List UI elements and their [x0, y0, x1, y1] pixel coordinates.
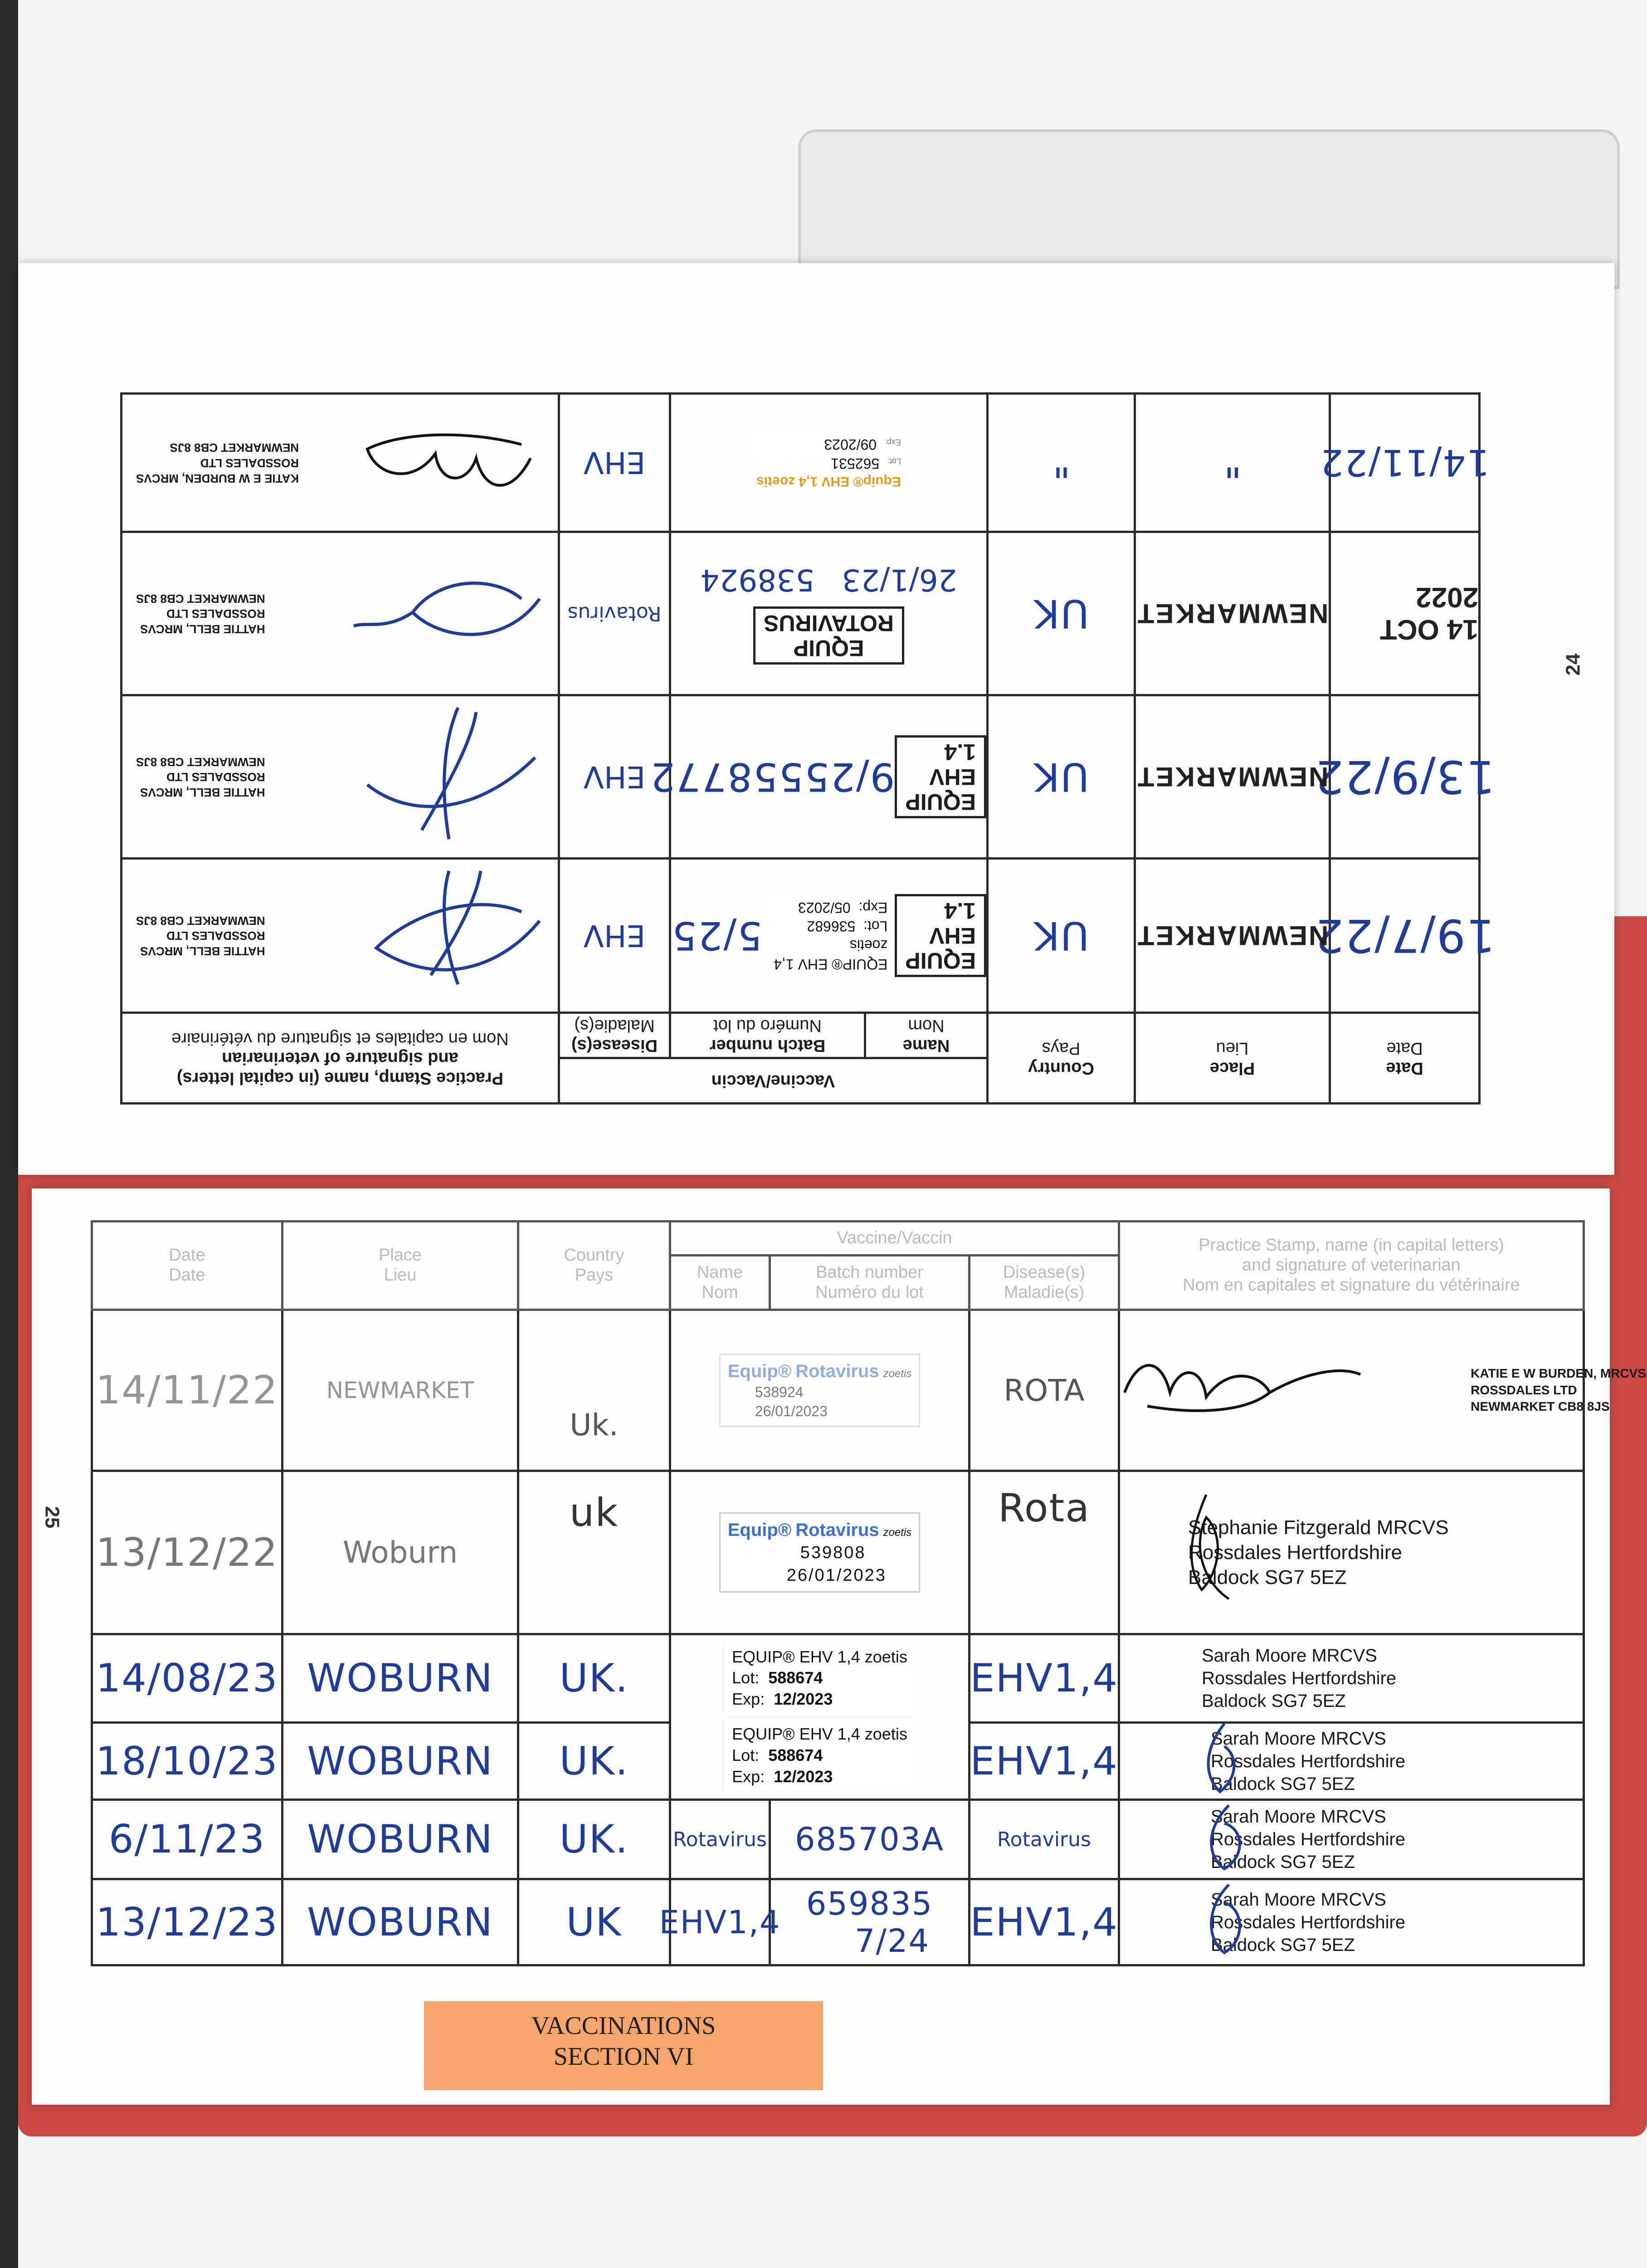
- vet-stamp: HATTIE BELL, MRCVS ROSSDALES LTD NEWMARKET CB8 8JS: [136, 755, 265, 800]
- table-row: [92, 1879, 1584, 1965]
- header-batch: Batch number Numéro du lot: [670, 1013, 865, 1058]
- disease-cell: EHV: [559, 859, 670, 1013]
- scan-edge: [0, 0, 18, 2268]
- vet-cell: [1119, 1879, 1584, 1965]
- vaccine-cell: [670, 532, 988, 695]
- vaccine-cell: [649, 695, 988, 859]
- name-cell: Rotavirus: [670, 1800, 770, 1879]
- signature: [349, 866, 549, 1002]
- signature: [1174, 1490, 1247, 1608]
- batch-cell: 659835 7/24: [770, 1879, 970, 1965]
- vaccine-label: Equip® Rotavirus zoetis 538924 26/01/2023: [719, 1354, 921, 1427]
- vet-cell: [1119, 1310, 1646, 1471]
- date-cell: 19/7/22: [1330, 859, 1480, 1013]
- vaccination-table-bottom: [91, 1220, 1646, 1966]
- page-24: [18, 263, 1614, 1175]
- header-country: Country Pays: [988, 1013, 1135, 1104]
- country-cell: ": [988, 394, 1135, 532]
- signature: [349, 703, 549, 848]
- page-24-rotated: [18, 263, 1614, 1175]
- signature: [358, 413, 540, 513]
- date-cell: 14 OCT 2022: [1330, 532, 1480, 695]
- place-cell: Woburn: [283, 1471, 518, 1634]
- header-row-1: [121, 1058, 1479, 1104]
- header-batch: Batch number Numéro du lot: [770, 1256, 970, 1310]
- header-row-1: [92, 1222, 1584, 1256]
- name-cell: EHV1,4: [670, 1879, 770, 1965]
- header-place: Place Lieu: [1135, 1013, 1330, 1104]
- place-cell: NEWMARKET: [1135, 532, 1330, 695]
- date-cell: 14/08/23: [92, 1634, 283, 1723]
- disease-cell: Rotavirus: [559, 532, 670, 695]
- page-number: 24: [1562, 653, 1584, 676]
- vet-cell: [121, 859, 559, 1013]
- place-cell: ": [1135, 394, 1330, 532]
- country-cell: UK.: [518, 1634, 670, 1723]
- table-row: [121, 532, 1479, 695]
- vet-stamp: KATIE E W BURDEN, MRCVS ROSSDALES LTD NEWMARKET CB8 8JS: [136, 441, 299, 485]
- page-25: [32, 1188, 1646, 2105]
- page-number: 25: [41, 1506, 63, 1529]
- vaccine-cell: [670, 1634, 970, 1800]
- country-cell: UK: [988, 695, 1135, 859]
- country-cell: UK.: [518, 1800, 670, 1879]
- vet-cell: [1119, 1723, 1584, 1800]
- vet-stamp: Sarah Moore MRCVS Rossdales Hertfordshire Baldock SG7 5EZ: [1211, 1807, 1406, 1872]
- vaccine-label: EQUIP® EHV 1,4 zoetis Lot: 536682 Exp: 05/2023: [762, 893, 895, 978]
- vaccine-label: Equip® EHV 1,4 zoetis Lot: 562531 Exp: 09/2023: [749, 430, 908, 495]
- date-cell: 18/10/23: [92, 1723, 283, 1800]
- header-disease: Disease(s) Maladie(s): [559, 1013, 670, 1058]
- disease-cell: EHV1,4: [970, 1723, 1119, 1800]
- disease-cell: ROTA: [970, 1310, 1119, 1471]
- header-disease: Disease(s) Maladie(s): [970, 1256, 1119, 1310]
- signature: [1111, 1338, 1365, 1429]
- vaccine-label: EQUIP® EHV 1,4 zoetis Lot: 588674 Exp: 12/2023: [725, 1719, 915, 1792]
- vet-cell: [1119, 1471, 1584, 1634]
- section-banner: [424, 2001, 823, 2090]
- banner-title: VACCINATIONS: [531, 2012, 716, 2040]
- date-cell: 14/11/22: [92, 1310, 283, 1471]
- table-row: [92, 1310, 1584, 1471]
- place-cell: WOBURN: [283, 1879, 518, 1965]
- signature: [1197, 1880, 1261, 1962]
- place-cell: WOBURN: [283, 1723, 518, 1800]
- place-cell: NEWMARKET: [1135, 695, 1330, 859]
- vaccine-label: EQUIP® EHV 1,4 zoetis Lot: 588674 Exp: 12/2023: [725, 1642, 915, 1715]
- vaccine-cell: [670, 1471, 970, 1634]
- disease-cell: EHV1,4: [970, 1634, 1119, 1723]
- country-cell: UK: [518, 1879, 670, 1965]
- disease-cell: Rotavirus: [970, 1800, 1119, 1879]
- banner-subtitle: SECTION VI: [553, 2042, 694, 2071]
- vet-stamp: HATTIE BELL, MRCVS ROSSDALES LTD NEWMARKET CB8 8JS: [136, 914, 265, 958]
- place-cell: NEWMARKET: [283, 1310, 518, 1471]
- vet-stamp: HATTIE BELL, MRCVS ROSSDALES LTD NEWMARKET CB8 8JS: [136, 591, 265, 636]
- table-row: [121, 695, 1479, 859]
- header-country: Country Pays: [518, 1222, 670, 1310]
- vet-stamp: Stephanie Fitzgerald MRCVS Rossdales Hertfordshire Baldock SG7 5EZ: [1188, 1516, 1449, 1589]
- country-cell: UK: [988, 859, 1135, 1013]
- table-row: [92, 1634, 1584, 1723]
- signature: [1197, 1801, 1261, 1878]
- header-name: Name Nom: [670, 1256, 770, 1310]
- disease-cell: EHV: [559, 394, 670, 532]
- batch-handwritten-number: 538924: [700, 562, 815, 597]
- equip-stamp: EQUIP EHV 1.4: [895, 735, 986, 818]
- table-row: [121, 394, 1479, 532]
- header-vet: Practice Stamp, name (in capital letters) and signature of veterinarian Nom en capitales et signature du vétérinaire: [121, 1013, 559, 1104]
- vet-cell: [121, 532, 559, 695]
- disease-cell: EHV1,4: [970, 1879, 1119, 1965]
- table-row: [121, 859, 1479, 1013]
- vet-cell: [1119, 1800, 1584, 1879]
- table-row: [92, 1800, 1584, 1879]
- date-cell: 6/11/23: [92, 1800, 283, 1879]
- vaccination-table-top: [120, 392, 1496, 1105]
- header-place: Place Lieu: [283, 1222, 518, 1310]
- header-name: Name Nom: [865, 1013, 988, 1058]
- signature: [1197, 1719, 1252, 1801]
- place-cell: NEWMARKET: [1135, 859, 1330, 1013]
- batch-handwritten: 9/25: [804, 754, 895, 800]
- country-cell: UK: [988, 532, 1135, 695]
- header-vet: Practice Stamp, name (in capital letters) and signature of veterinarian Nom en capitales et signature du vétérinaire: [1119, 1222, 1584, 1310]
- country-cell: uk: [518, 1471, 670, 1634]
- batch-cell: 685703A: [770, 1800, 970, 1879]
- vet-stamp: Sarah Moore MRCVS Rossdales Hertfordshire Baldock SG7 5EZ: [1211, 1889, 1406, 1955]
- vaccine-cell: [670, 1310, 970, 1471]
- place-cell: WOBURN: [283, 1800, 518, 1879]
- header-vaccine: Vaccine/Vaccin: [670, 1222, 1119, 1256]
- vaccine-label: Equip® Rotavirus zoetis 539808 26/01/2023: [719, 1512, 921, 1593]
- vet-cell: [121, 394, 559, 532]
- header-vaccine: Vaccine/Vaccin: [559, 1058, 987, 1104]
- date-cell: 14/11/22: [1330, 394, 1480, 532]
- batch-handwritten: 26/1/23: [842, 562, 957, 597]
- equip-stamp: EQUIP EHV 1.4: [895, 894, 986, 977]
- equip-rotavirus-stamp: EQUIP ROTAVIRUS: [753, 606, 904, 665]
- date-cell: 13/12/23: [92, 1879, 283, 1965]
- disease-cell: EHV: [559, 695, 670, 859]
- vet-cell: [121, 695, 559, 859]
- batch-handwritten-number: 558772: [649, 754, 804, 800]
- country-cell: Uk.: [518, 1310, 670, 1471]
- header-date: Date Date: [92, 1222, 283, 1310]
- vaccine-cell: [670, 859, 988, 1013]
- disease-cell: Rota: [970, 1471, 1119, 1634]
- vet-stamp: KATIE E W BURDEN, MRCVS ROSSDALES LTD NEWMARKET CB8 8JS: [1471, 1366, 1646, 1414]
- vaccine-cell: [670, 394, 988, 532]
- date-cell: 13/9/22: [1330, 695, 1480, 859]
- date-cell: 13/12/22: [92, 1471, 283, 1634]
- header-date: Date Date: [1330, 1013, 1480, 1104]
- place-cell: WOBURN: [283, 1634, 518, 1723]
- vet-cell: [1119, 1634, 1584, 1723]
- vet-stamp: Sarah Moore MRCVS Rossdales Hertfordshire Baldock SG7 5EZ: [1211, 1728, 1406, 1794]
- signature: [349, 558, 549, 667]
- country-cell: UK.: [518, 1723, 670, 1800]
- table-row: [92, 1471, 1584, 1634]
- batch-handwritten: 5/25: [671, 913, 763, 958]
- vet-stamp: Sarah Moore MRCVS Rossdales Hertfordshire Baldock SG7 5EZ: [1202, 1646, 1397, 1711]
